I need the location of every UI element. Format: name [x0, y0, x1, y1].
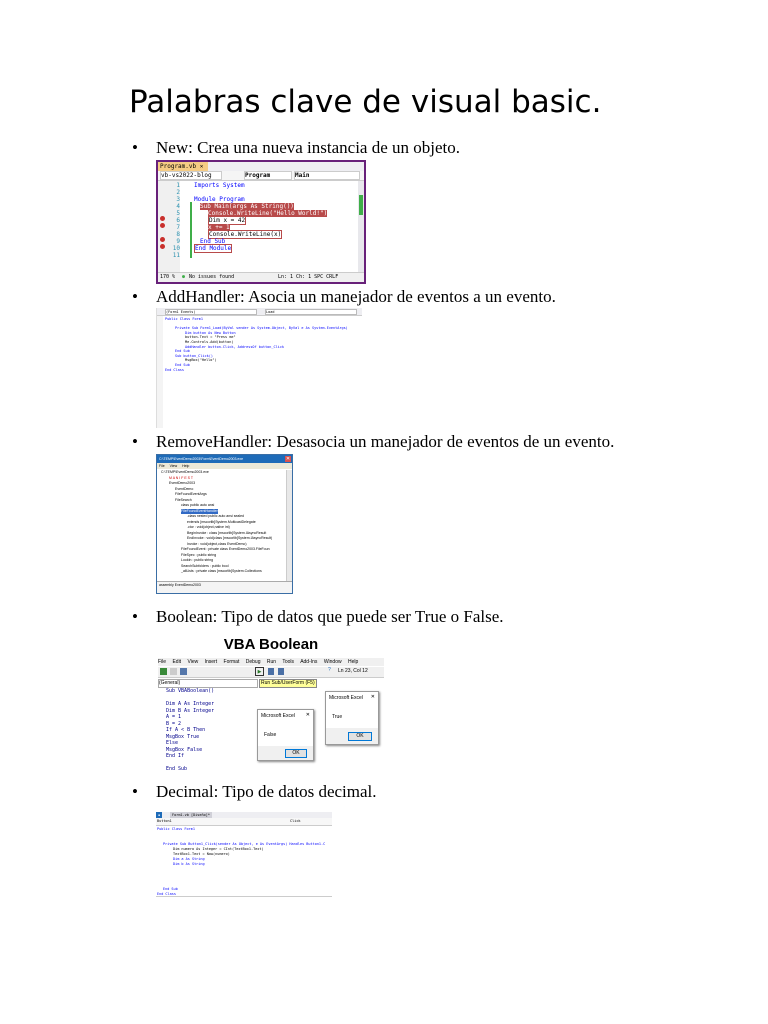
- code-line: End Sub: [163, 887, 178, 891]
- menu-item[interactable]: Run: [266, 659, 277, 665]
- tooltip: Run Sub/UserForm (F5): [261, 680, 315, 686]
- code-line: MsgBox False: [166, 746, 203, 753]
- menu-bar: [157, 463, 292, 469]
- tree-node[interactable]: FileFoundEventArgs: [175, 492, 207, 496]
- dialog-message: False: [264, 732, 277, 738]
- menu-item[interactable]: Edit: [172, 659, 182, 665]
- tree-node[interactable]: extends [mscorlib]System.MulticastDelegate: [187, 519, 256, 524]
- bullet-item-new: [132, 138, 460, 158]
- navigation-bar: [157, 308, 362, 316]
- tree-node[interactable]: FileSpec : public string: [181, 552, 217, 557]
- check-icon: ●: [182, 274, 186, 280]
- menu-item[interactable]: Add-Ins: [300, 659, 318, 665]
- issues-status: No issues found: [189, 274, 235, 280]
- tree-node[interactable]: Invoke : void(object,class EventDemo): [187, 541, 247, 546]
- code-line: Console.WriteLine(x): [209, 231, 282, 238]
- menu-file[interactable]: File: [159, 464, 165, 468]
- bullet-marker: •: [132, 138, 138, 157]
- line-number: 7: [176, 224, 180, 231]
- code-line: MsgBox True: [166, 733, 200, 740]
- bullet-item-addhandler: [132, 287, 556, 307]
- tree-node[interactable]: FileFoundEvent : private class EventDemo2003.FileFoun: [181, 547, 270, 551]
- events-dropdown[interactable]: (Form1 Events): [165, 309, 257, 315]
- bullet-item-boolean: [132, 607, 504, 627]
- tree-node[interactable]: BeginInvoke : class [mscorlib]System.IAsyncResult: [187, 530, 267, 535]
- code-line: End Sub: [175, 363, 190, 367]
- vertical-scrollbar[interactable]: [286, 470, 292, 582]
- code-line: End Sub: [166, 766, 188, 771]
- bullet-text: RemoveHandler: Desasocia un manejador de eventos de un evento.: [156, 432, 615, 451]
- tree-node[interactable]: SearchSubfolders : public bool: [181, 563, 229, 568]
- code-line: End Module: [195, 245, 232, 252]
- cursor-position: Ln: 1 Ch: 1 SPC CRLF: [278, 274, 339, 280]
- code-line: A = 1: [166, 714, 182, 720]
- screenshot-visual-studio-new: [156, 160, 366, 284]
- code-line: Dim b As String: [173, 862, 205, 866]
- scroll-marker: [359, 195, 363, 215]
- screenshot-removehandler-tree: [156, 454, 293, 594]
- line-number: 1: [176, 182, 180, 189]
- tree-node[interactable]: EventDemo2003: [169, 481, 196, 485]
- code-line: Me.Controls.Add(button): [185, 340, 234, 344]
- breakpoint-icon[interactable]: [160, 237, 165, 242]
- file-tab-label: Program.vb: [160, 163, 197, 170]
- menu-item[interactable]: Tools: [282, 659, 295, 665]
- bullet-item-removehandler: [132, 432, 614, 452]
- insert-icon[interactable]: [170, 668, 177, 675]
- cursor-position: Ln 23, Col 12: [338, 668, 368, 674]
- bullet-text: Boolean: Tipo de datos que puede ser True o False.: [156, 607, 504, 626]
- line-number: 4: [176, 203, 180, 210]
- file-tab[interactable]: Form1.vb [Diseño]*: [172, 813, 210, 817]
- code-line: Dim x = 42: [209, 217, 246, 224]
- reset-icon[interactable]: [278, 668, 284, 675]
- code-line: Console.WriteLine("Hello World!"): [208, 210, 328, 217]
- code-line: Public Class Form1: [157, 827, 195, 831]
- code-line: Dim B As Integer: [166, 707, 215, 714]
- status-bar: [158, 272, 364, 282]
- divider: [156, 896, 332, 897]
- tree-node-selected[interactable]: FileFoundEventHandler: [181, 508, 218, 513]
- code-line: Public Class Form1: [165, 317, 203, 321]
- menu-item[interactable]: Help: [348, 659, 359, 665]
- msgbox-dialog-false: [257, 709, 314, 761]
- help-icon[interactable]: ?: [328, 667, 331, 673]
- code-line: AddHandler button.Click, AddressOf button_Click: [185, 344, 285, 349]
- object-dropdown[interactable]: Button1: [157, 819, 172, 823]
- page-title: Palabras clave de visual basic.: [129, 84, 602, 120]
- tree-node[interactable]: M A N I F E S T: [169, 475, 194, 480]
- code-line: Imports System: [194, 182, 245, 189]
- method-dropdown[interactable]: Load: [265, 309, 357, 315]
- ok-button[interactable]: OK: [285, 749, 307, 758]
- navigation-bar: [156, 818, 332, 826]
- image-heading: VBA Boolean: [223, 636, 319, 653]
- bullet-text: Decimal: Tipo de datos decimal.: [156, 782, 377, 801]
- tree-node[interactable]: .ctor : void(object,native int): [187, 525, 230, 529]
- status-panel: [157, 581, 292, 593]
- status-text: assembly EventDemo2003: [159, 583, 201, 587]
- breakpoint-icon[interactable]: [160, 223, 165, 228]
- dialog-footer: [326, 728, 378, 744]
- tree-view[interactable]: [159, 470, 287, 580]
- code-line: End Sub: [175, 349, 190, 354]
- dialog-title: Microsoft Excel: [261, 713, 295, 719]
- run-icon[interactable]: ▶: [255, 667, 264, 676]
- code-line: Sub VBABoolean(): [166, 688, 215, 694]
- tree-node[interactable]: EndInvoke : void(class [mscorlib]System.IAsyncResult): [187, 536, 273, 540]
- code-line: End If: [166, 753, 185, 759]
- tree-node[interactable]: class public auto ansi: [181, 503, 215, 507]
- tree-node[interactable]: .class nested public auto ansi sealed: [187, 514, 245, 518]
- ok-button[interactable]: OK: [348, 732, 372, 741]
- window-title-bar: [157, 455, 292, 463]
- line-number: 11: [172, 252, 180, 259]
- project-dropdown[interactable]: vb-vs2022-blog: [160, 171, 222, 180]
- code-line: Sub Main(args As String()): [200, 203, 294, 210]
- screenshot-addhandler-code: [156, 308, 362, 428]
- dialog-title: Microsoft Excel: [329, 695, 363, 701]
- menu-view[interactable]: View: [169, 464, 178, 468]
- menu-item[interactable]: Debug: [245, 659, 261, 665]
- code-line: Dim numero As Integer = CInt(TextBox1.Text): [173, 847, 264, 851]
- code-line: Private Sub Form1_Load(ByVal sender As System.Object, ByVal e As System.EventArgs): [175, 326, 348, 331]
- tree-node[interactable]: C:\TEMP\EventDemo2003.exe: [161, 470, 209, 474]
- designer-tab[interactable]: ▪: [158, 813, 161, 817]
- code-line: Dim button As New Button: [185, 330, 236, 335]
- bullet-item-decimal: [132, 782, 377, 802]
- breakpoint-icon[interactable]: [160, 244, 165, 249]
- code-line: End Class: [157, 892, 176, 896]
- line-number: 10: [172, 245, 180, 252]
- dialog-message: True: [332, 714, 343, 720]
- bullet-marker: •: [132, 432, 138, 451]
- toolbar: [158, 667, 384, 678]
- pause-icon[interactable]: [268, 668, 274, 675]
- close-icon[interactable]: ✕: [370, 694, 375, 700]
- breakpoint-icon[interactable]: [160, 216, 165, 221]
- bullet-text: AddHandler: Asocia un manejador de eventos a un evento.: [156, 287, 556, 306]
- line-number: 2: [176, 189, 180, 196]
- line-number: 6: [176, 217, 180, 224]
- tree-node[interactable]: EventDemo: [175, 486, 194, 491]
- code-line: If A < B Then: [166, 727, 206, 733]
- save-icon[interactable]: [180, 668, 187, 675]
- window-title: C:\TEMP\EventDemo2003\Form\EventDemo2003.exe: [159, 457, 244, 461]
- line-number: 5: [176, 210, 180, 217]
- code-line: Private Sub Button1_Click(sender As Object, e As EventArgs) Handles Button1.C: [163, 842, 326, 846]
- event-dropdown[interactable]: Click: [290, 819, 301, 823]
- msgbox-dialog-true: [325, 691, 379, 745]
- code-line: Module Program: [194, 196, 245, 203]
- menu-item[interactable]: View: [187, 659, 199, 665]
- code-line: B = 2: [166, 720, 182, 727]
- code-line: Dim a As String: [173, 857, 205, 861]
- menu-help[interactable]: Help: [182, 464, 190, 468]
- code-line: End Sub: [200, 238, 226, 245]
- screenshot-decimal-code: [156, 812, 332, 908]
- menu-bar: [158, 658, 384, 666]
- navigation-bar: [158, 171, 364, 181]
- bullet-text: New: Crea una nueva instancia de un objeto.: [156, 138, 461, 157]
- bullet-marker: •: [132, 607, 138, 626]
- line-number: 9: [176, 238, 180, 245]
- tree-node[interactable]: LookIn : public string: [181, 558, 214, 562]
- object-dropdown[interactable]: (General): [158, 679, 258, 688]
- line-number: 3: [176, 196, 180, 203]
- code-line: TextBox1.Text = Now(numero): [173, 852, 230, 856]
- gutter: [157, 316, 163, 428]
- tab-strip: [158, 162, 364, 171]
- tree-node[interactable]: _allLists : private class [mscorlib]System.Collections: [181, 569, 262, 573]
- line-number: 8: [176, 231, 180, 238]
- menu-item[interactable]: Format: [223, 659, 240, 665]
- bullet-marker: •: [132, 782, 138, 801]
- code-line: Dim A As Integer: [166, 701, 215, 707]
- code-line: End Class: [165, 367, 184, 372]
- member-dropdown[interactable]: Main: [294, 171, 360, 180]
- code-line: Sub button_Click(): [175, 353, 213, 358]
- menu-item[interactable]: File: [158, 659, 167, 665]
- vertical-scrollbar[interactable]: [358, 181, 364, 273]
- class-dropdown[interactable]: Program: [244, 171, 292, 180]
- code-line: MsgBox("Hello"): [185, 358, 217, 363]
- code-line: button.Text = "Press me": [185, 335, 236, 340]
- menu-item[interactable]: Insert: [204, 659, 218, 665]
- tree-node[interactable]: FileSearch: [175, 497, 192, 502]
- close-icon[interactable]: ✕: [285, 456, 291, 462]
- zoom-level[interactable]: 170 %: [160, 274, 176, 280]
- code-line: Else: [166, 740, 179, 746]
- dialog-footer: [258, 746, 313, 760]
- bullet-marker: •: [132, 287, 138, 306]
- close-icon[interactable]: ✕: [305, 712, 310, 718]
- excel-icon[interactable]: [160, 668, 167, 675]
- file-tab[interactable]: Program.vb ✕: [158, 162, 208, 171]
- screenshot-vba-boolean: [156, 636, 386, 771]
- menu-item[interactable]: Window: [323, 659, 342, 665]
- code-line: x += 1: [208, 224, 230, 231]
